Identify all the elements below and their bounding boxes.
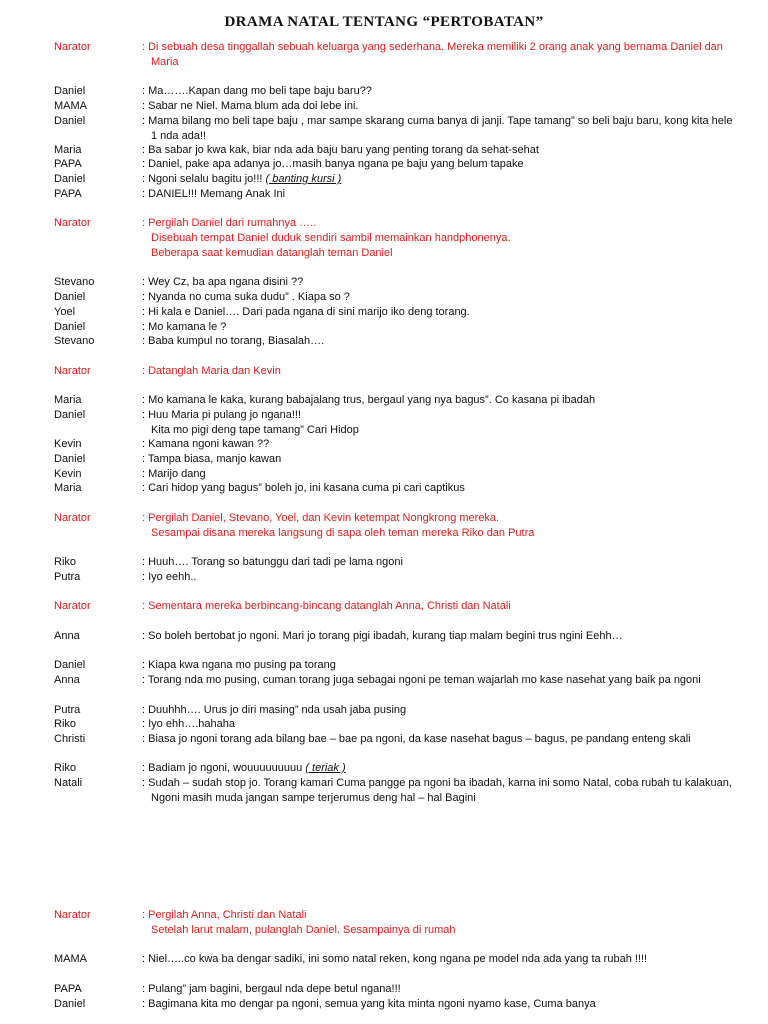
speaker-name: Maria	[54, 394, 82, 406]
script-line	[54, 629, 734, 644]
dialogue-text	[142, 776, 734, 806]
dialogue-text	[142, 320, 734, 335]
speaker-name: Daniel	[54, 453, 86, 465]
dialogue-text	[142, 334, 734, 349]
script-line	[54, 334, 734, 349]
speaker-name: Riko	[54, 762, 77, 774]
dialogue-main: : Wey Cz, ba apa ngana disini ??	[142, 276, 304, 288]
speaker-name: Maria	[54, 144, 82, 156]
dialogue-text	[142, 143, 734, 158]
dialogue-text	[142, 172, 734, 187]
dialogue-text	[142, 629, 734, 644]
dialogue-text	[142, 703, 734, 718]
speaker-name: Christi	[54, 733, 86, 745]
speaker-name: Yoel	[54, 306, 76, 318]
dialogue-main: : DANIEL!!! Memang Anak Ini	[142, 188, 286, 200]
dialogue-main: : Kamana ngoni kawan ??	[142, 438, 270, 450]
script-line	[54, 555, 734, 570]
dialogue-continuation: Disebuah tempat Daniel duduk sendiri sambil memainkan handphonenya.	[151, 231, 511, 244]
script-line	[54, 908, 734, 938]
dialogue-text	[142, 658, 734, 673]
dialogue-main: : Di sebuah desa tinggallah sebuah keluarga yang sederhana. Mereka memiliki 2 orang anak yang bernama Daniel dan Maria	[142, 41, 723, 68]
speaker-name: Stevano	[54, 276, 95, 288]
script-line	[54, 187, 734, 202]
dialogue-text	[142, 481, 734, 496]
dialogue-main: : Sabar ne Niel. Mama blum ada doi lebe ini.	[142, 100, 359, 112]
script-line	[54, 99, 734, 114]
dialogue-text	[142, 393, 734, 408]
script-line	[54, 305, 734, 320]
dialogue-main: : Bagimana kita mo dengar pa ngoni, semua yang kita minta ngoni nyamo kase, Cuma banya	[142, 998, 596, 1010]
dialogue-text	[142, 908, 734, 923]
script-line	[54, 408, 734, 438]
speaker-name: Kevin	[54, 438, 82, 450]
dialogue-main: : Cari hidop yang bagus” boleh jo, ini kasana cuma pi cari captikus	[142, 482, 465, 494]
dialogue-text	[142, 673, 734, 688]
speaker-name: PAPA	[54, 983, 82, 995]
script-line	[54, 364, 734, 379]
script-line	[54, 511, 734, 541]
speaker-name: MAMA	[54, 953, 87, 965]
script-line	[54, 114, 734, 144]
dialogue-continuation: Sesampai disana mereka langsung di sapa oleh teman mereka Riko dan Putra	[151, 526, 535, 539]
dialogue-main: : So boleh bertobat jo ngoni. Mari jo torang pigi ibadah, kurang tiap malam begini trus ngini Eehh…	[142, 630, 623, 642]
dialogue-text	[142, 997, 734, 1012]
dialogue-text	[142, 157, 734, 172]
dialogue-main: : Nyanda no cuma suka dudu” . Kiapa so ?	[142, 291, 350, 303]
dialogue-main: : Huuh…. Torang so batunggu dari tadi pe lama ngoni	[142, 556, 403, 568]
script-line	[54, 437, 734, 452]
script-line	[54, 982, 734, 997]
speaker-name: Natali	[54, 777, 83, 789]
speaker-name: Anna	[54, 674, 80, 686]
speaker-name: Narator	[54, 512, 91, 524]
dialogue-text	[142, 99, 734, 114]
speaker-name: Narator	[54, 365, 91, 377]
stage-direction: ( banting kursi )	[265, 173, 342, 185]
dialogue-main: : Marijo dang	[142, 468, 206, 480]
dialogue-text	[142, 84, 734, 99]
script-line	[54, 216, 734, 260]
dialogue-main: : Niel…..co kwa ba dengar sadiki, ini somo natal reken, kong ngana pe model nda ada yang ta rubah !!!!	[142, 953, 648, 965]
speaker-name: Daniel	[54, 409, 86, 421]
dialogue-text	[142, 187, 734, 202]
dialogue-main: : Mo kamana le ?	[142, 321, 227, 333]
dialogue-text	[142, 511, 734, 526]
script-line	[54, 467, 734, 482]
speaker-name: Kevin	[54, 468, 82, 480]
speaker-name: PAPA	[54, 158, 82, 170]
dialogue-continuation: Kita mo pigi deng tape tamang” Cari Hidop	[151, 423, 359, 436]
dialogue-continuation: Beberapa saat kemudian datanglah teman Daniel	[151, 246, 393, 259]
dialogue-text	[142, 452, 734, 467]
script-line	[54, 157, 734, 172]
dialogue-main: : Tampa biasa, manjo kawan	[142, 453, 282, 465]
script-line	[54, 658, 734, 673]
speaker-name: PAPA	[54, 188, 82, 200]
dialogue-text	[142, 40, 734, 70]
speaker-name: Narator	[54, 600, 91, 612]
script-line	[54, 143, 734, 158]
dialogue-text	[142, 437, 734, 452]
dialogue-text	[142, 952, 734, 967]
speaker-name: Riko	[54, 718, 77, 730]
speaker-name: Anna	[54, 630, 80, 642]
script-line	[54, 40, 734, 70]
dialogue-main: : Mama bilang mo beli tape baju , mar sampe skarang cuma banya di janji. Tape tamang” so beli baju baru, kong kita hele 1 nda ada!!	[142, 115, 733, 142]
script-line	[54, 481, 734, 496]
dialogue-main: : Badiam jo ngoni, wouuuuuuuuu	[142, 762, 306, 774]
dialogue-main: : Pulang” jam bagini, bergaul nda depe betul ngana!!!	[142, 983, 401, 995]
script-line	[54, 952, 734, 967]
speaker-name: Narator	[54, 41, 91, 53]
speaker-name: Daniel	[54, 115, 86, 127]
dialogue-main: : Ngoni selalu bagitu jo!!!	[142, 173, 266, 185]
stage-direction: ( teriak )	[305, 762, 346, 774]
script-line	[54, 84, 734, 99]
script-line	[54, 732, 734, 747]
script-line	[54, 673, 734, 688]
dialogue-main: : Ba sabar jo kwa kak, biar nda ada baju baru yang penting torang da sehat-sehat	[142, 144, 539, 156]
script-line	[54, 320, 734, 335]
dialogue-text	[142, 717, 734, 732]
speaker-name: Daniel	[54, 173, 86, 185]
dialogue-text	[142, 408, 734, 423]
script-line	[54, 570, 734, 585]
script-line	[54, 703, 734, 718]
dialogue-main: : Hi kala e Daniel…. Dari pada ngana di sini marijo iko deng torang.	[142, 306, 470, 318]
dialogue-text	[142, 305, 734, 320]
speaker-name: Daniel	[54, 85, 86, 97]
dialogue-text	[142, 555, 734, 570]
speaker-name: Riko	[54, 556, 77, 568]
dialogue-main: : Pergilah Daniel, Stevano, Yoel, dan Kevin ketempat Nongkrong mereka.	[142, 512, 500, 524]
dialogue-main: : Huu Maria pi pulang jo ngana!!!	[142, 409, 301, 421]
dialogue-text	[142, 364, 734, 379]
speaker-name: Daniel	[54, 659, 86, 671]
dialogue-main: : Ma…….Kapan dang mo beli tape baju baru??	[142, 85, 372, 97]
dialogue-text	[142, 599, 734, 614]
script-line	[54, 172, 734, 187]
script-line	[54, 452, 734, 467]
dialogue-text	[142, 570, 734, 585]
speaker-name: Putra	[54, 571, 81, 583]
dialogue-main: : Baba kumpul no torang, Biasalah….	[142, 335, 325, 347]
dialogue-main: : Datanglah Maria dan Kevin	[142, 365, 281, 377]
dialogue-text	[142, 114, 734, 144]
page-title: DRAMA NATAL TENTANG “PERTOBATAN”	[224, 14, 544, 30]
speaker-name: Daniel	[54, 291, 86, 303]
dialogue-main: : Kiapa kwa ngana mo pusing pa torang	[142, 659, 336, 671]
dialogue-main: : Sudah – sudah stop jo. Torang kamari Cuma pangge pa ngoni ba ibadah, karna ini somo Natal, coba rubah tu kalakuan, Ngoni masih muda jangan sampe terjerumus deng hal – hal Bagini	[142, 777, 732, 804]
dialogue-main: : Pergilah Anna, Christi dan Natali	[142, 909, 307, 921]
dialogue-main: : Iyo eehh..	[142, 571, 197, 583]
dialogue-main: : Iyo ehh….hahaha	[142, 718, 235, 730]
dialogue-text	[142, 216, 734, 231]
script-line	[54, 776, 734, 806]
script-line	[54, 393, 734, 408]
script-line	[54, 717, 734, 732]
speaker-name: Narator	[54, 909, 91, 921]
speaker-name: MAMA	[54, 100, 87, 112]
dialogue-main: : Duuhhh…. Urus jo diri masing” nda usah jaba pusing	[142, 704, 407, 716]
script-line	[54, 290, 734, 305]
script-line	[54, 275, 734, 290]
speaker-name: Putra	[54, 704, 81, 716]
dialogue-main: : Mo kamana le kaka, kurang babajalang trus, bergaul yang nya bagus”. Co kasana pi ibadah	[142, 394, 596, 406]
dialogue-text	[142, 982, 734, 997]
dialogue-main: : Daniel, pake apa adanya jo…masih banya ngana pe baju yang belum tapake	[142, 158, 524, 170]
dialogue-main: : Torang nda mo pusing, cuman torang juga sebagai ngoni pe teman wajarlah mo kase nasehat yang baik pa ngoni	[142, 674, 701, 686]
speaker-name: Daniel	[54, 998, 86, 1010]
speaker-name: Stevano	[54, 335, 95, 347]
dialogue-main: : Pergilah Daniel dari rumahnya …..	[142, 217, 317, 229]
dialogue-main: : Sementara mereka berbincang-bincang datanglah Anna, Christi dan Natali	[142, 600, 511, 612]
script-line	[54, 761, 734, 776]
dialogue-continuation: Setelah larut malam, pulanglah Daniel. Sesampainya di rumah	[151, 923, 456, 936]
script-line	[54, 599, 734, 614]
dialogue-text	[142, 290, 734, 305]
dialogue-text	[142, 275, 734, 290]
speaker-name: Maria	[54, 482, 82, 494]
dialogue-text	[142, 467, 734, 482]
dialogue-text	[142, 761, 734, 776]
speaker-name: Daniel	[54, 321, 86, 333]
script-line	[54, 997, 734, 1012]
dialogue-text	[142, 732, 734, 747]
speaker-name: Narator	[54, 217, 91, 229]
dialogue-main: : Biasa jo ngoni torang ada bilang bae – bae pa ngoni, da kase nasehat bagus – bagus, pe pandang enteng skali	[142, 733, 691, 745]
